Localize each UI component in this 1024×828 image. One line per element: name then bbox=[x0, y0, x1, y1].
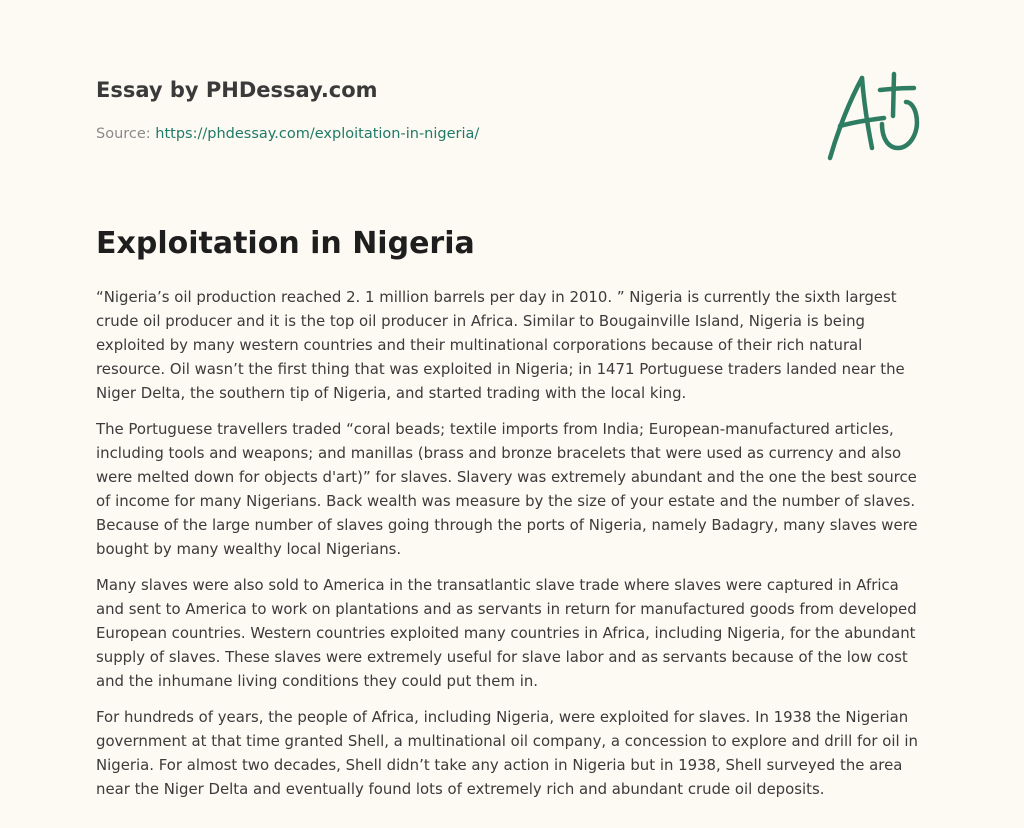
essay-header bbox=[96, 76, 796, 144]
essay-paragraph: The Portuguese travellers traded “coral beads; textile imports from India; European-manufactured articles, including tools and weapons; and manillas (brass and bronze bracelets that were used as currency and also were melted down for objects d'art)” for slaves. Slavery was extremely abundant and the one the best source of income for many Nigerians. Back wealth was measure by the size of your estate and the number of slaves. Because of the large number of slaves going through the ports of Nigeria, namely Badagry, many slaves were bought by many wealthy local Nigerians. bbox=[96, 420, 918, 558]
essay-title: Exploitation in Nigeria bbox=[96, 226, 475, 261]
essay-body bbox=[96, 285, 928, 813]
essay-paragraph: “Nigeria’s oil production reached 2. 1 million barrels per day in 2010. ” Nigeria is currently the sixth largest crude oil producer and it is the top oil producer in Africa. Similar to Bougainville Island, Nigeria is being exploited by many western countries and their multinational corporations because of their rich natural resource. Oil wasn’t the first thing that was exploited in Nigeria; in 1471 Portuguese traders landed near the Niger Delta, the southern tip of Nigeria, and started trading with the local king. bbox=[96, 288, 905, 402]
essay-paragraph: For hundreds of years, the people of Africa, including Nigeria, were exploited for slaves. In 1938 the Nigerian government at that time granted Shell, a multinational oil company, a concession to explore and drill for oil in Nigeria. For almost two decades, Shell didn’t take any action in Nigeria but in 1938, Shell surveyed the area near the Niger Delta and eventually found lots of extremely rich and abundant crude oil deposits. bbox=[96, 708, 918, 798]
source-line bbox=[96, 124, 796, 144]
essay-paragraph: Many slaves were also sold to America in the transatlantic slave trade where slaves were captured in Africa and sent to America to work on plantations and as servants in return for manufactured goods from developed European countries. Western countries exploited many countries in Africa, including Nigeria, for the abundant supply of slaves. These slaves were extremely useful for slave labor and as servants because of the low cost and the inhumane living conditions they could put them in. bbox=[96, 576, 917, 690]
source-link[interactable]: https://phdessay.com/exploitation-in-nigeria/ bbox=[155, 126, 480, 142]
site-brand: Essay by PHDessay.com bbox=[96, 78, 378, 102]
a-plus-grade-icon bbox=[824, 68, 928, 164]
source-label: Source: bbox=[96, 126, 151, 142]
